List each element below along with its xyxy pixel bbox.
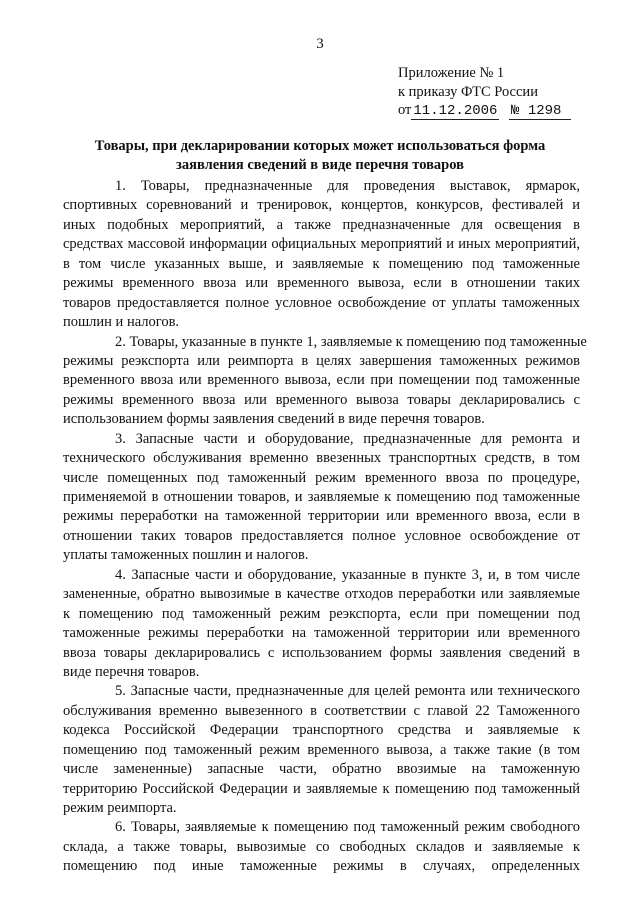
text-line: режимы временного ввоза или временного вывоза, если в отношении таких [63, 275, 580, 292]
text-line: 3. Запасные части и оборудование, предназначенные для ремонта и [115, 430, 580, 447]
text-line: 5. Запасные части, предназначенные для целей ремонта или технического [115, 683, 580, 700]
annex-header [398, 64, 571, 121]
order-number: № 1298 [509, 103, 571, 120]
text-line: территорию Российской Федерации и заявляемые к помещению под таможенный [63, 780, 580, 797]
text-line: кодекса Российской Федерации транспортного средства и заявляемые к [63, 722, 580, 739]
text-line: режим реимпорта. [63, 800, 177, 816]
order-date: 11.12.2006 [413, 103, 498, 119]
paragraph-3 [63, 430, 580, 566]
text-line: в том числе указанных выше, и заявляемые к помещению под таможенные [63, 255, 580, 272]
text-line: 4. Запасные части и оборудование, указанные в пункте 3, и, в том числе [115, 566, 580, 583]
date-prefix: от [398, 102, 412, 118]
text-line: средствах массовой информации официальных мероприятий и иных мероприятий, [63, 236, 580, 253]
text-line: спортивных соревнований и тренировок, концертов, конкурсов, фестивалей и [63, 197, 580, 214]
text-line: иных подобных мероприятий, а также предназначенные для освещения в [63, 216, 580, 233]
page-number: 3 [316, 36, 324, 52]
text-line: режимы реэкспорта или реимпорта в целях завершения таможенных режимов [63, 352, 580, 369]
paragraph-6 [63, 818, 580, 876]
document-body [63, 177, 587, 877]
paragraph-2 [63, 333, 587, 430]
text-line: числе замененные) запасные части, обратно ввозимые на таможенную [63, 761, 580, 778]
text-line: 1. Товары, предназначенные для проведения выставок, ярмарок, [115, 178, 580, 194]
annex-order-line [398, 101, 571, 121]
paragraph-5 [63, 682, 580, 818]
text-line: режимы переработки на таможенной территории или временного ввоза, если в [63, 508, 580, 525]
text-line: таможенные режимы переработки на таможенной территории или временного [63, 625, 580, 642]
text-line: замененные, обратно вывозимые в качестве отходов переработки или заявляемые [63, 586, 580, 603]
text-line: числе помещенных под таможенный режим временного ввоза по процедуре, [63, 469, 580, 486]
paragraph-4 [63, 566, 580, 683]
paragraph-1 [63, 177, 580, 333]
text-line: виде перечня товаров. [63, 663, 200, 680]
text-line: ввоза товары декларировались с использованием формы заявления сведений в [63, 644, 580, 661]
text-line: товаров предоставляется полное условное освобождение от уплаты таможенных [63, 294, 580, 311]
text-line: уплаты таможенных пошлин и налогов. [63, 547, 309, 564]
text-line: режимы временного ввоза или временного вывоза товары декларировались с [63, 391, 580, 408]
title-line-2: заявления сведений в виде перечня товаров [176, 156, 464, 173]
text-line: склада, а также товары, вывозимые со свободных складов и заявляемые к [63, 838, 580, 855]
text-line: к помещению под таможенный режим реэкспорта, если при помещении под [63, 605, 580, 622]
text-line: использованием формы заявления сведений в виде перечня товаров. [63, 411, 485, 428]
text-line: 2. Товары, указанные в пункте 1, заявляемые к помещению под таможенные [115, 333, 587, 350]
document-title [40, 137, 600, 174]
text-line: 6. Товары, заявляемые к помещению под таможенный режим свободного [115, 819, 580, 836]
text-line: обслуживания временно вывезенного в соответствии с главой 22 Таможенного [63, 702, 580, 719]
text-line: временного ввоза или временного вывоза, если при помещении под таможенные [63, 372, 580, 389]
annex-line-1: Приложение № 1 [398, 65, 505, 81]
text-line: отношении таких товаров предоставляется полное условное освобождение от [63, 527, 580, 544]
text-line: помещению под таможенный режим временного вывоза, а также такие (в том [63, 741, 580, 758]
text-line: пошлин и налогов. [63, 314, 180, 331]
text-line: технического обслуживания временно ввезенных транспортных средств, в том [63, 450, 580, 467]
text-line: применяемой в отношении товаров, и заявляемые к помещению под таможенные [63, 489, 580, 505]
text-line: помещению под иные таможенные режимы в случаях, определенных [63, 858, 580, 875]
title-line-1: Товары, при декларировании которых может использоваться форма [94, 138, 546, 154]
annex-line-2: к приказу ФТС России [398, 83, 538, 100]
